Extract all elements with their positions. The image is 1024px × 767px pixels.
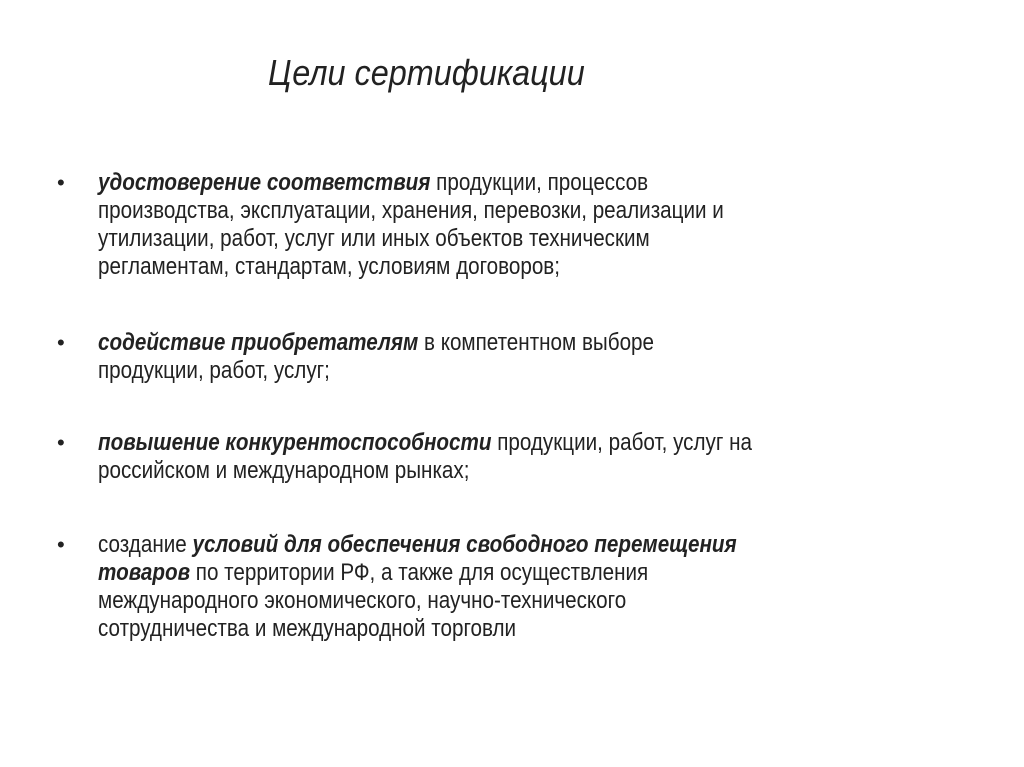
bullet-text-line bbox=[98, 615, 516, 643]
bullet-text-line bbox=[98, 587, 626, 615]
body-text: регламентам, стандартам, условиям договоров; bbox=[98, 253, 561, 280]
body-text: российском и международном рынках; bbox=[98, 457, 470, 484]
bullet-text-line bbox=[98, 559, 648, 587]
bullet-text-line bbox=[98, 225, 650, 253]
slide-title: Цели сертификации bbox=[268, 52, 585, 93]
body-text: продукции, процессов bbox=[430, 169, 649, 196]
bullet-icon: • bbox=[57, 330, 65, 355]
body-text: продукции, работ, услуг на bbox=[491, 429, 752, 456]
bullet-text-line bbox=[98, 357, 330, 385]
emphasis-text: удостоверение соответствия bbox=[98, 169, 431, 196]
bullet-text-line bbox=[98, 531, 737, 559]
body-text: сотрудничества и международной торговли bbox=[98, 615, 517, 642]
body-text: производства, эксплуатации, хранения, перевозки, реализации и bbox=[98, 197, 724, 224]
body-text: в компетентном выборе bbox=[418, 329, 655, 356]
bullet-text-line bbox=[98, 329, 654, 357]
body-text: продукции, работ, услуг; bbox=[98, 357, 330, 384]
bullet-text-line bbox=[98, 253, 560, 281]
body-text: по территории РФ, а также для осуществления bbox=[190, 559, 649, 586]
body-text: создание bbox=[98, 531, 193, 558]
bullet-text-line bbox=[98, 429, 752, 457]
bullet-icon: • bbox=[57, 532, 65, 557]
emphasis-text: повышение конкурентоспособности bbox=[98, 429, 492, 456]
emphasis-text: товаров bbox=[98, 559, 191, 586]
bullet-icon: • bbox=[57, 430, 65, 455]
bullet-text-line bbox=[98, 169, 648, 197]
emphasis-text: условий для обеспечения свободного перемещения bbox=[192, 531, 737, 558]
bullet-text-line bbox=[98, 457, 469, 485]
bullet-text-line bbox=[98, 197, 724, 225]
body-text: международного экономического, научно-технического bbox=[98, 587, 627, 614]
emphasis-text: содействие приобретателям bbox=[98, 329, 419, 356]
body-text: утилизации, работ, услуг или иных объектов техническим bbox=[98, 225, 650, 252]
bullet-icon: • bbox=[57, 170, 65, 195]
